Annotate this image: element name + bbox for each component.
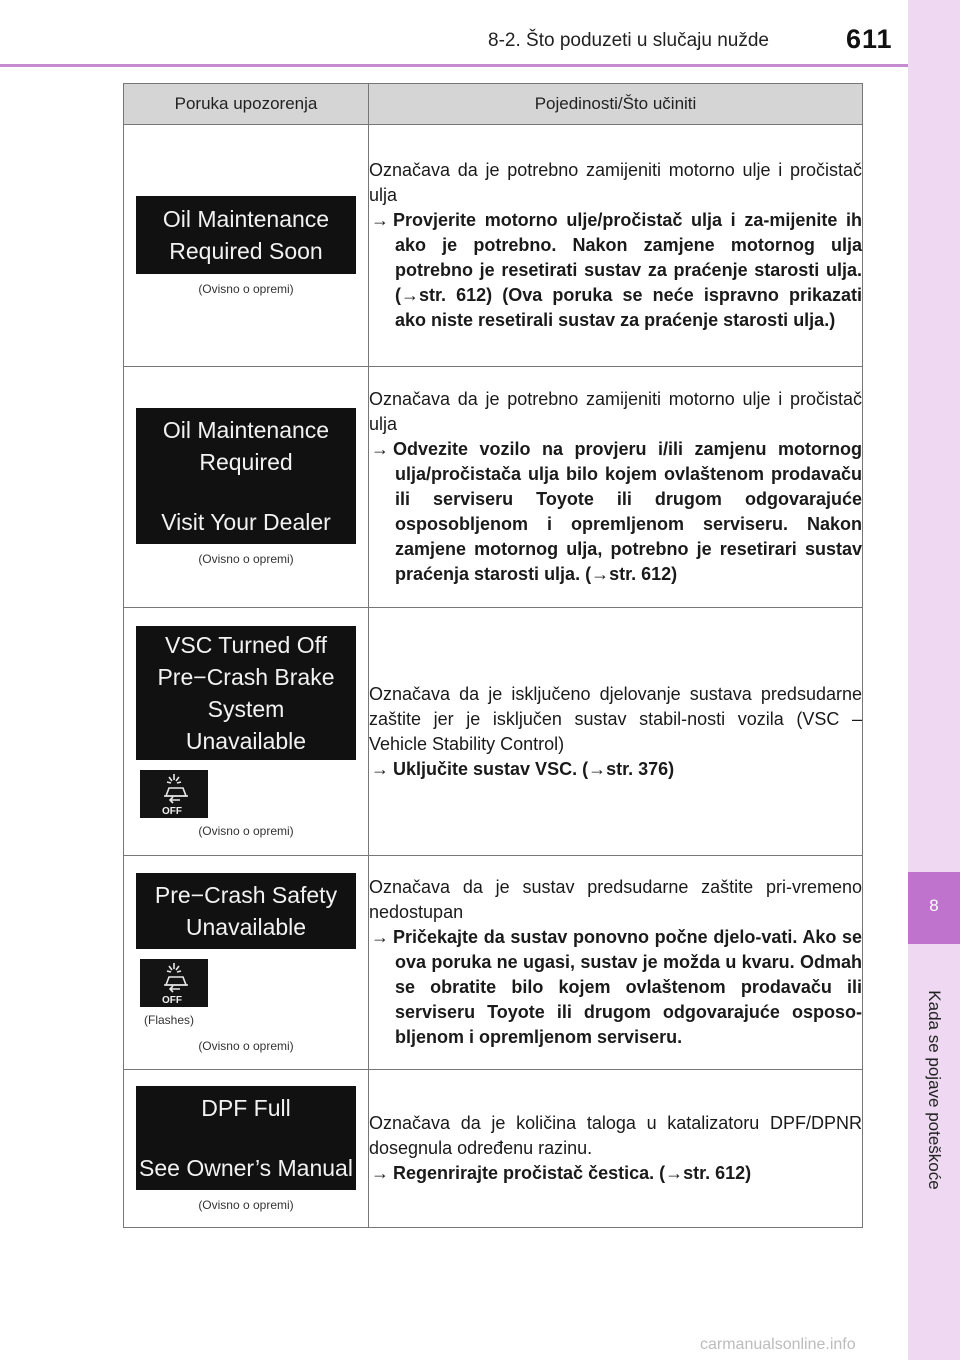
action-text [369, 925, 862, 1050]
flashes-note: (Flashes) [144, 1012, 195, 1027]
description-text: Označava da je potrebno zamijeniti motorno ulje i pročistač ulja [369, 160, 862, 205]
watermark: carmanualsonline.info [700, 1336, 856, 1353]
details-cell [369, 1070, 863, 1228]
display-line: Oil Maintenance [162, 205, 330, 232]
action-text [369, 208, 862, 333]
table-row [124, 125, 863, 367]
action-instruction: Provjerite motorno ulje/pročistač ulja i za-mijenite ih ako je potrebno. Nakon zamjene motornog ulja potrebno je resetirati sustav za praćenje starosti ulja. (→str. 612) (Ova poruka se neće ispravno prikazati ako niste resetirali sustav za praćenje starosti ulja.) [393, 210, 862, 330]
svg-text:OFF: OFF [162, 805, 182, 817]
equipment-note: (Ovisno o opremi) [198, 823, 294, 838]
pre-crash-safety-off-icon [140, 959, 208, 1007]
table-header-row [124, 84, 863, 125]
table-row [124, 1070, 863, 1228]
equipment-note: (Ovisno o opremi) [198, 281, 294, 296]
display-line: Pre−Crash Safety [154, 881, 338, 908]
action-text [369, 1161, 862, 1186]
action-instruction: Regenrirajte pročistač čestica. (→str. 612) [393, 1163, 752, 1183]
warning-display [136, 408, 356, 544]
display-line: Pre−Crash Brake [157, 663, 335, 690]
display-line: Visit Your Dealer [161, 509, 331, 535]
action-instruction: Pričekajte da sustav ponovno počne djelo-vati. Ako se ova poruka ne ugasi, sustav je možda u kvaru. Odmah se obratite bilo kojem ovlaštenom prodavaču ili serviseru Toyote ili drugom odgovarajuće osposo-bljenom i opremljenom serviseru. [393, 927, 862, 1047]
chapter-label: Kada se pojave poteškoće [925, 990, 944, 1190]
display-line: See Owner’s Manual [139, 1154, 353, 1181]
arrow-icon: → [371, 927, 389, 947]
pre-crash-safety-off-icon [140, 770, 208, 818]
display-line: VSC Turned Off [165, 631, 327, 658]
section-title: 8-2. Što poduzeti u slučaju nužde [488, 30, 769, 51]
table-row [124, 367, 863, 608]
action-instruction: Uključite sustav VSC. (→str. 376) [393, 758, 675, 779]
table-row [124, 608, 863, 856]
display-line: Unavailable [185, 727, 307, 754]
equipment-note: (Ovisno o opremi) [198, 1197, 294, 1212]
details-cell [369, 856, 863, 1070]
details-cell [369, 367, 863, 608]
arrow-icon: → [371, 1163, 389, 1183]
page-number: 611 [846, 24, 893, 54]
display-line: Required [199, 449, 293, 475]
message-cell [124, 125, 369, 367]
equipment-note: (Ovisno o opremi) [198, 1038, 294, 1053]
message-cell [124, 856, 369, 1070]
warning-display [136, 626, 356, 760]
arrow-icon: → [371, 210, 389, 230]
description-text: Označava da je isključeno djelovanje sustava predsudarne zaštite jer je isključen sustav stabil-nosti vozila (VSC – Vehicle Stability Control) [369, 683, 862, 754]
warning-display [136, 1086, 356, 1190]
display-line: Required Soon [169, 237, 323, 264]
details-cell [369, 125, 863, 367]
table-row [124, 856, 863, 1070]
warning-message-table [123, 83, 863, 1228]
display-line: DPF Full [201, 1094, 291, 1121]
message-cell [124, 367, 369, 608]
chapter-number: 8 [929, 896, 939, 915]
message-cell [124, 1070, 369, 1228]
header-rule [0, 64, 908, 67]
column-header-message: Poruka upozorenja [124, 84, 369, 125]
description-text: Označava da je količina taloga u katalizatoru DPF/DPNR dosegnula određenu razinu. [369, 1113, 862, 1158]
description-text: Označava da je potrebno zamijeniti motorno ulje i pročistač ulja [369, 389, 862, 434]
warning-display [136, 873, 356, 949]
warning-display [136, 196, 356, 274]
details-cell [369, 608, 863, 856]
display-line: System [207, 695, 285, 722]
action-text [369, 437, 862, 587]
display-line: Unavailable [185, 913, 307, 940]
action-instruction: Odvezite vozilo na provjeru i/ili zamjenu motornog ulja/pročistača ulja bilo kojem ovlaštenom prodavaču ili serviseru Toyote ili drugom odgovarajuće osposobljenom i opremljenom serviseru. Nakon zamjene motornog ulja, potrebno je resetirari sustav praćenja starosti ulja. (→str. 612) [393, 439, 862, 584]
action-text [369, 757, 862, 782]
arrow-icon: → [371, 758, 389, 779]
description-text: Označava da je sustav predsudarne zaštite pri-vremeno nedostupan [369, 877, 862, 922]
svg-text:OFF: OFF [162, 994, 182, 1006]
equipment-note: (Ovisno o opremi) [198, 552, 294, 566]
arrow-icon: → [371, 439, 389, 459]
message-cell [124, 608, 369, 856]
display-line: Oil Maintenance [162, 417, 330, 443]
column-header-details: Pojedinosti/Što učiniti [369, 84, 863, 125]
